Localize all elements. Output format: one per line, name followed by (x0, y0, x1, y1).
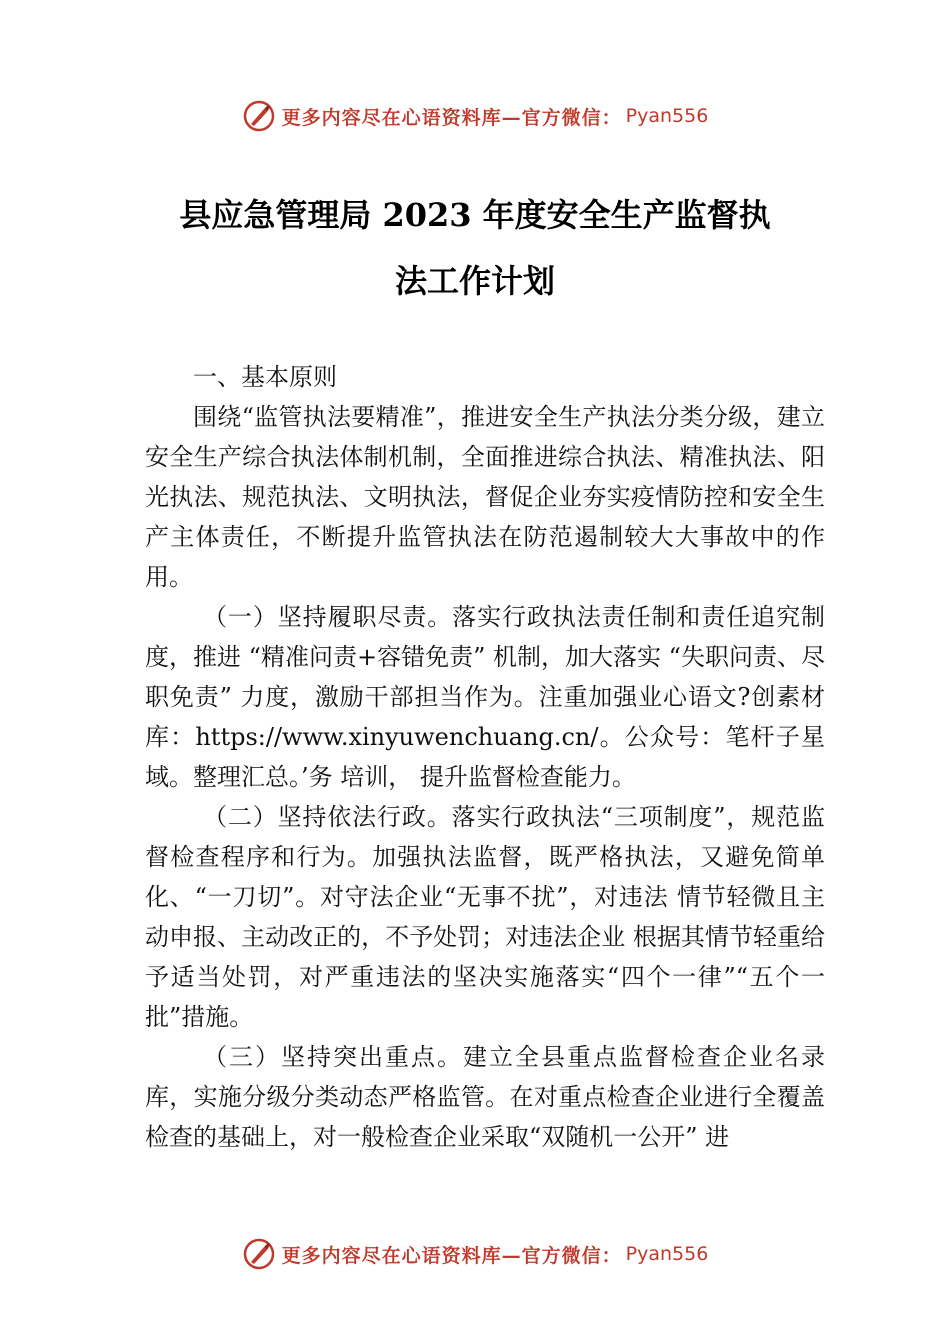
paragraph: （二）坚持依法行政。落实行政执法“三项制度”，规范监督检查程序和行为。加强执法监督，既严格执法，又避免简单化、“一刀切”。对守法企业“无事不扰”，对违法 情节轻微且主动申报、主动改正的，不予处罚；对违法企业 根据其情节轻重给予适当处罚，对严重违法的坚决实施落实“四个一律”“五个一批”措施。 (145, 803, 825, 1031)
document-title-line2: 法工作计划 (394, 262, 555, 300)
watermark-wechat: Pyan556 (625, 1243, 709, 1265)
document-body (145, 357, 825, 1157)
paragraph: 围绕“监管执法要精准”，推进安全生产执法分类分级，建立安全生产综合执法体制机制，全面推进综合执法、精准执法、阳光执法、规范执法、文明执法，督促企业夯实疫情防控和安全生产主体责任，不断提升监管执法在防范遏制较大大事故中的作用。 (145, 403, 825, 591)
watermark-text: 更多内容尽在心语资料库—官方微信： (281, 1244, 622, 1267)
watermark-banner-bottom (0, 1234, 950, 1274)
document-title-line1: 县应急管理局 2023 年度安全生产监督执 (179, 196, 771, 234)
pen-logo-icon (242, 1237, 276, 1271)
paragraph: （一）坚持履职尽责。落实行政执法责任制和责任追究制度，推进 “精准问责+容错免责” 机制，加大落实 “失职问责、尽职免责” 力度，激励干部担当作为。注重加强业心语文?创素材库：https://www.xinyuwenchuang.cn/。公众号：笔杆子星域。整理汇总。’务 培训， 提升监督检查能力。 (145, 603, 825, 791)
watermark-banner-top (0, 96, 950, 136)
watermark-text: 更多内容尽在心语资料库—官方微信： (281, 106, 622, 129)
watermark-wechat: Pyan556 (625, 105, 709, 127)
paragraph: （三）坚持突出重点。建立全县重点监督检查企业名录库，实施分级分类动态严格监管。在对重点检查企业进行全覆盖检查的基础上，对一般检查企业采取“双随机一公开” 进 (145, 1043, 825, 1151)
pen-logo-icon (242, 99, 276, 133)
section-heading: 一、基本原则 (193, 363, 337, 391)
